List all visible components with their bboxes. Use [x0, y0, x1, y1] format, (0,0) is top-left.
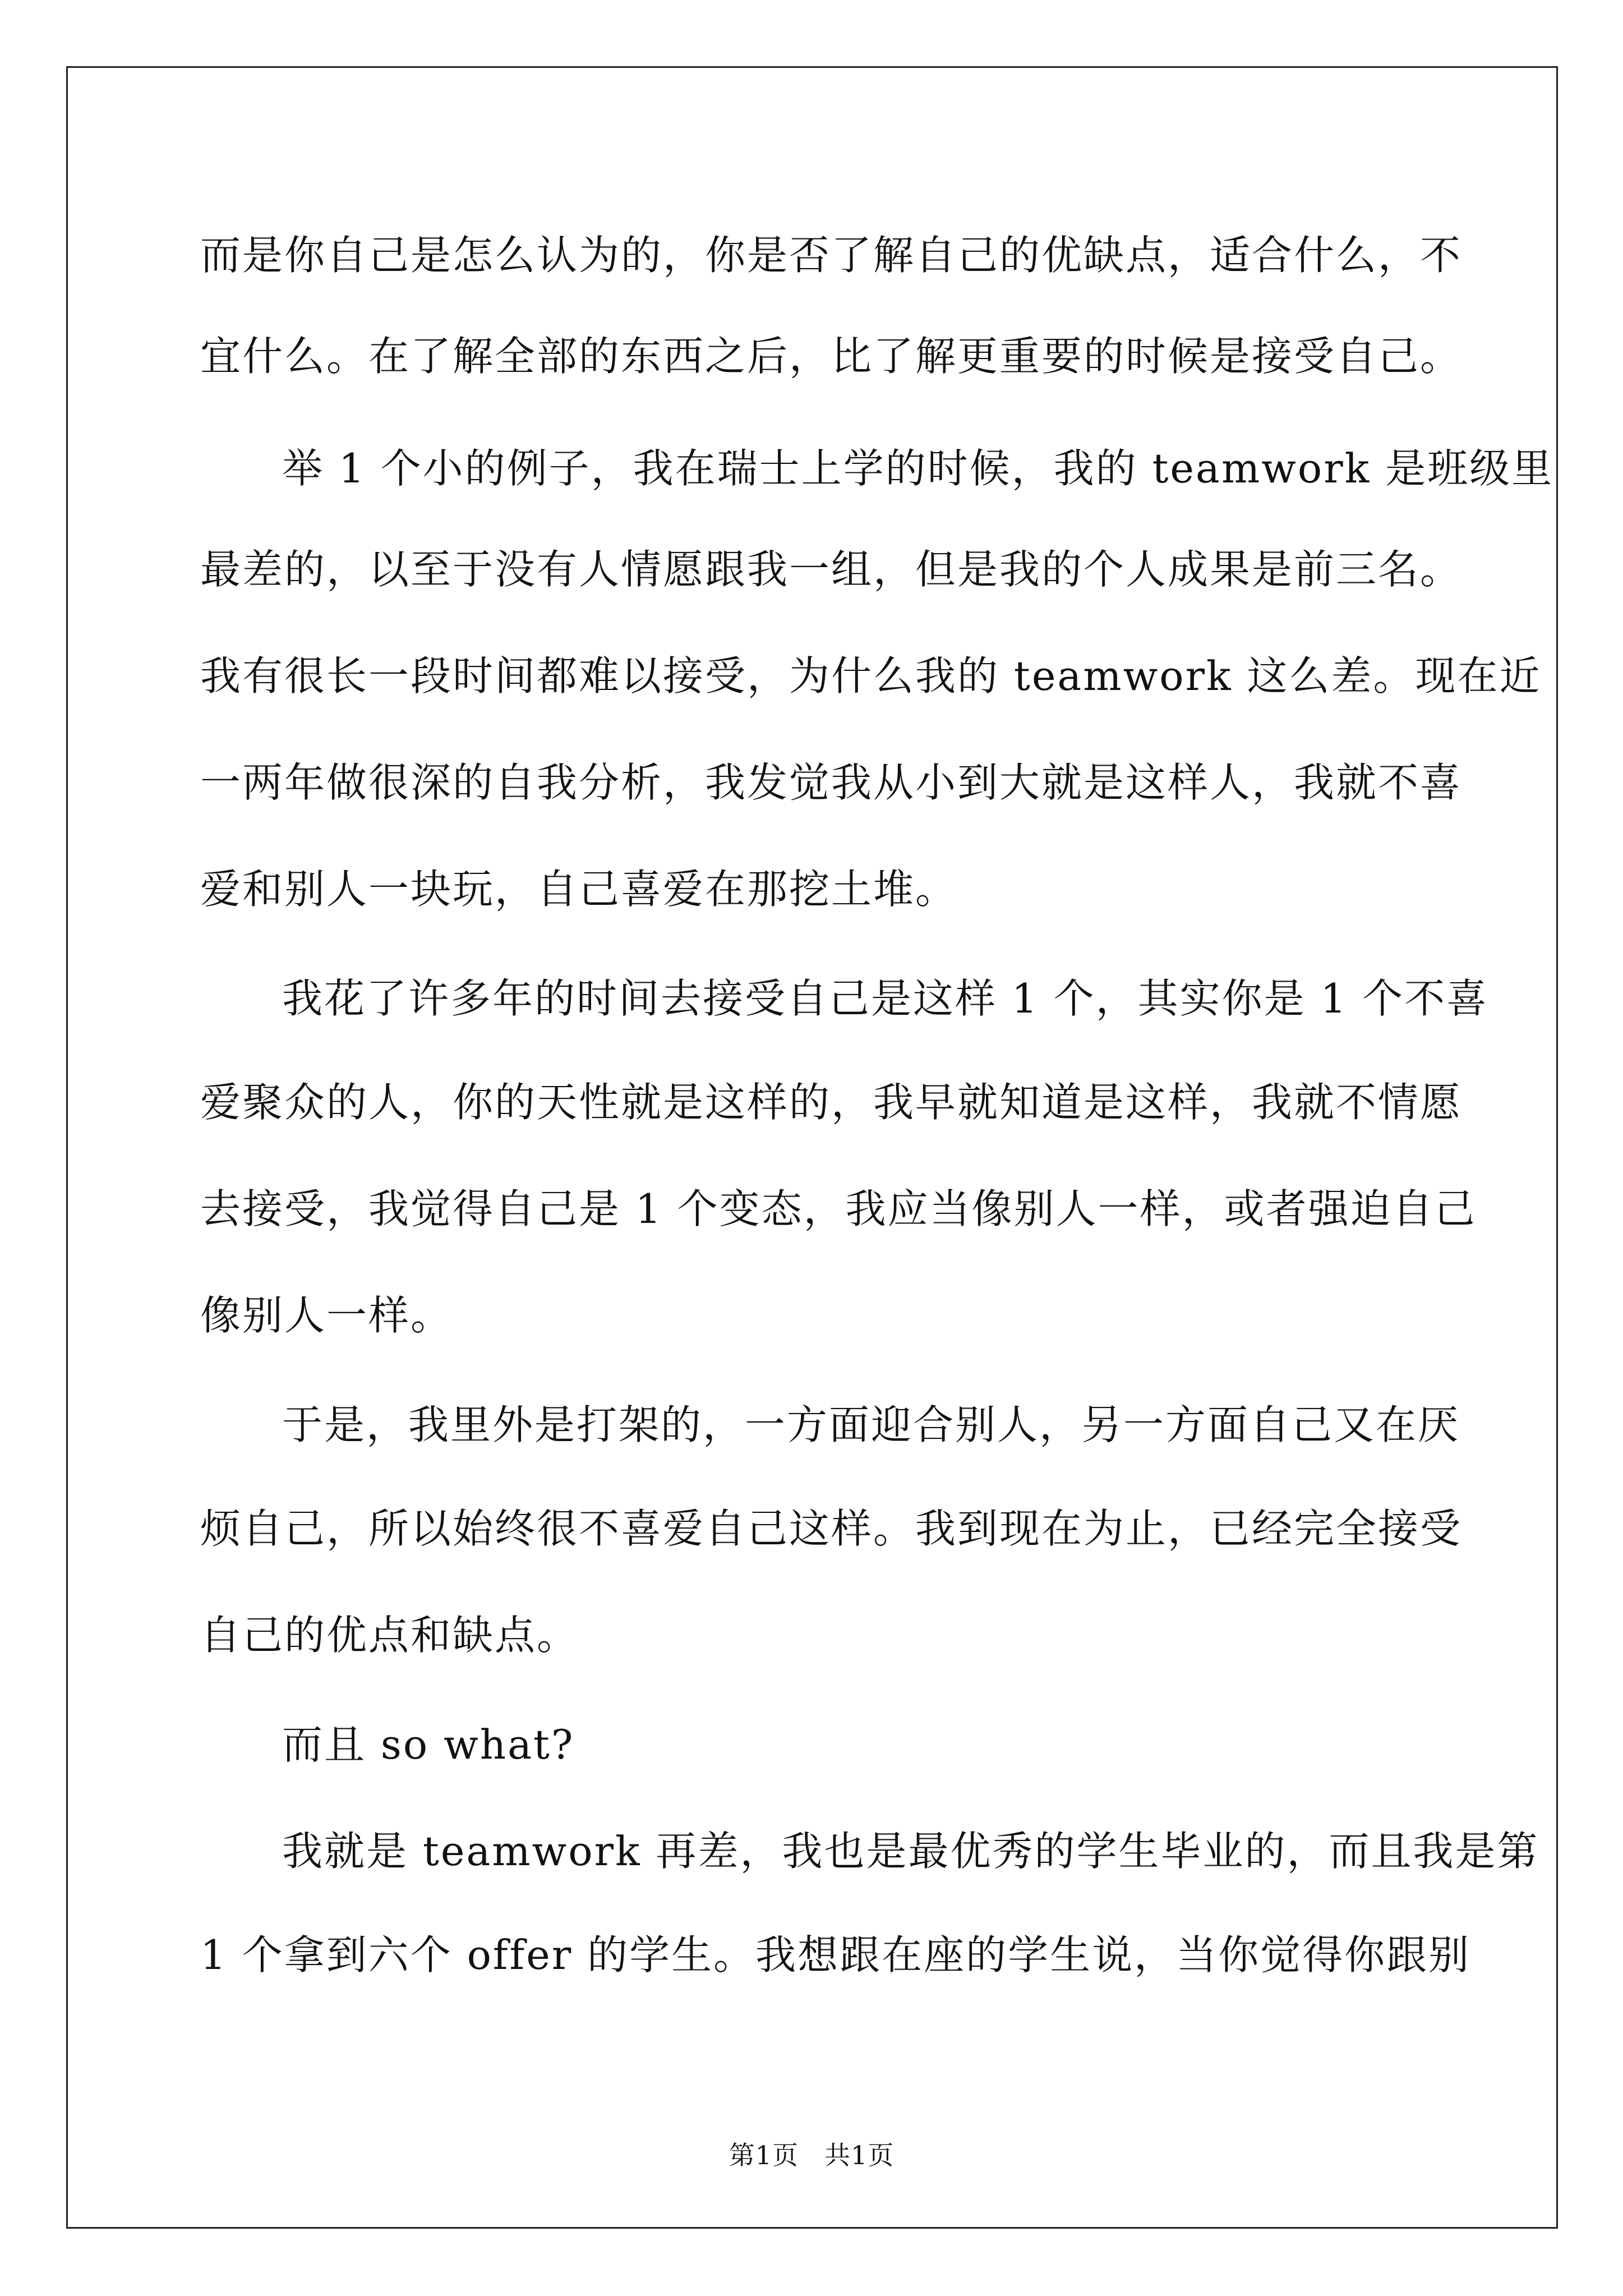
- text-line: 而且 so what?: [282, 1721, 575, 1768]
- text-line: 我花了许多年的时间去接受自己是这样 1 个，其实你是 1 个不喜: [282, 975, 1489, 1022]
- text-line: 像别人一样。: [200, 1292, 453, 1339]
- page-total: 共1页: [824, 2140, 895, 2170]
- text-line: 我就是 teamwork 再差，我也是最优秀的学生毕业的，而且我是第: [282, 1828, 1539, 1875]
- text-line: 爱和别人一块玩，自己喜爱在那挖土堆。: [200, 866, 958, 913]
- text-line: 宜什么。在了解全部的东西之后，比了解更重要的时候是接受自己。: [200, 333, 1463, 380]
- page-number: 第1页: [728, 2140, 799, 2170]
- page-border: [66, 66, 1558, 2229]
- text-line: 自己的优点和缺点。: [200, 1612, 579, 1659]
- text-line: 去接受，我觉得自己是 1 个变态，我应当像别人一样，或者强迫自己: [200, 1185, 1477, 1232]
- text-line: 而是你自己是怎么认为的，你是否了解自己的优缺点，适合什么，不: [200, 232, 1463, 279]
- text-line: 于是，我里外是打架的，一方面迎合别人，另一方面自己又在厌: [282, 1401, 1460, 1448]
- text-line: 我有很长一段时间都难以接受，为什么我的 teamwork 这么差。现在近: [200, 652, 1542, 700]
- text-line: 举 1 个小的例子，我在瑞士上学的时候，我的 teamwork 是班级里: [282, 445, 1554, 492]
- page-footer: [0, 2138, 1623, 2172]
- text-line: 烦自己，所以始终很不喜爱自己这样。我到现在为止，已经完全接受: [200, 1505, 1463, 1552]
- text-line: 一两年做很深的自我分析，我发觉我从小到大就是这样人，我就不喜: [200, 759, 1463, 806]
- text-line: 最差的，以至于没有人情愿跟我一组，但是我的个人成果是前三名。: [200, 546, 1463, 593]
- text-line: 爱聚众的人，你的天性就是这样的，我早就知道是这样，我就不情愿: [200, 1079, 1463, 1126]
- text-line: 1 个拿到六个 offer 的学生。我想跟在座的学生说，当你觉得你跟别: [200, 1931, 1471, 1978]
